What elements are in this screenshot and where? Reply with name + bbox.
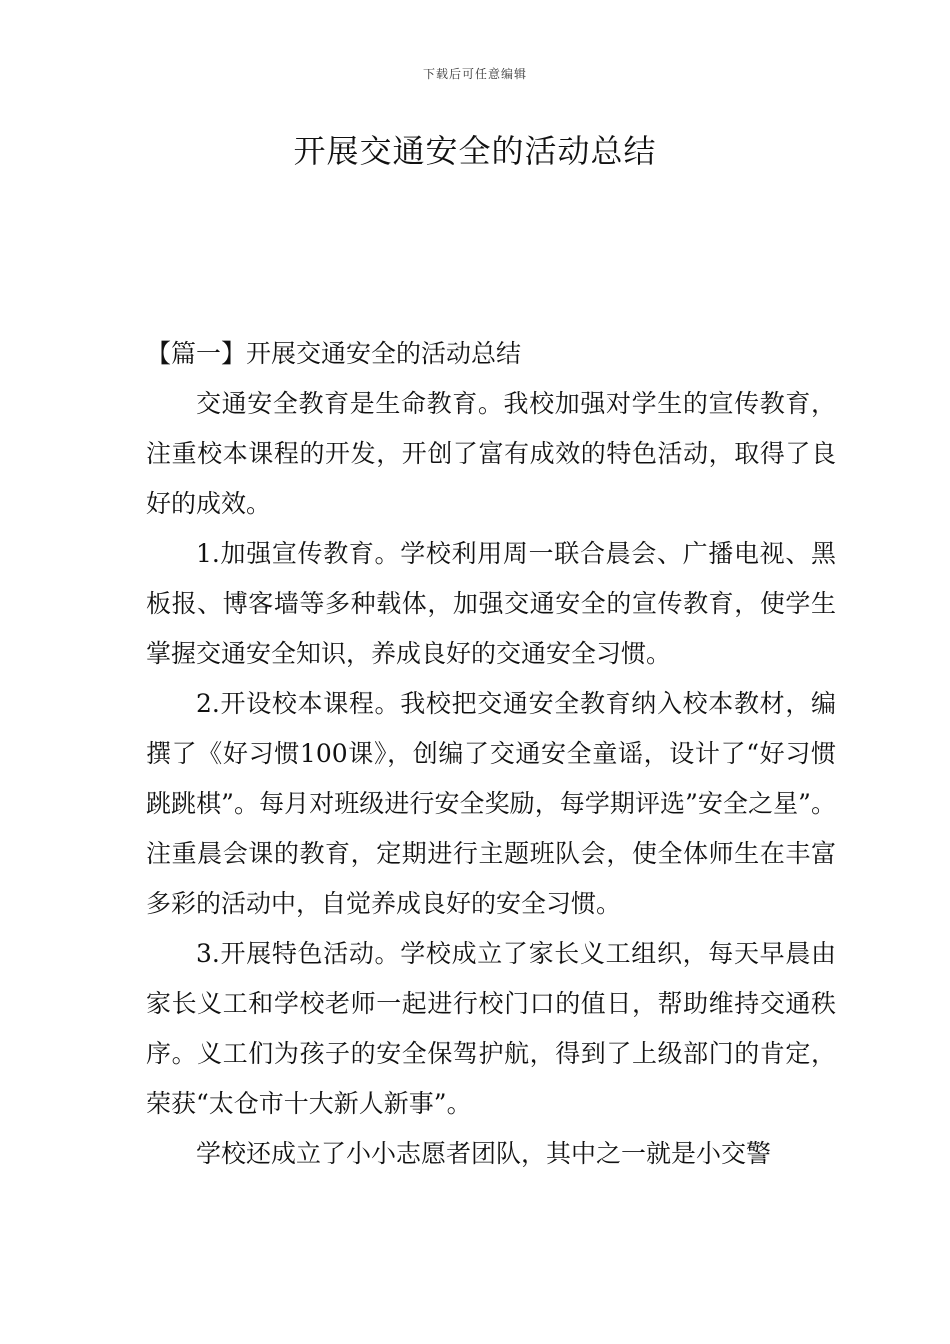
paragraph-item-2: 2.开设校本课程。我校把交通安全教育纳入校本教材，编撰了《好习惯100课》，创编了交通安全童谣，设计了“好习惯跳跳棋”。每月对班级进行安全奖励，每学期评选”安全之星”。注重晨会课的教育，定期进行主题班队会，使全体师生在丰富多彩的活动中，自觉养成良好的安全习惯。 bbox=[146, 689, 836, 918]
paragraph-volunteers: 学校还成立了小小志愿者团队，其中之一就是小交警 bbox=[196, 1139, 772, 1168]
header-note: 下载后可任意编辑 bbox=[422, 67, 527, 81]
paragraph-item-1: 1.加强宣传教育。学校利用周一联合晨会、广播电视、黑板报、博客墙等多种载体，加强交通安全的宣传教育，使学生掌握交通安全知识，养成良好的交通安全习惯。 bbox=[146, 539, 836, 668]
paragraph-intro: 交通安全教育是生命教育。我校加强对学生的宣传教育，注重校本课程的开发，开创了富有成效的特色活动，取得了良好的成效。 bbox=[146, 389, 836, 518]
document-title: 开展交通安全的活动总结 bbox=[293, 132, 657, 170]
document-body bbox=[146, 329, 836, 1179]
paragraph-item-3: 3.开展特色活动。学校成立了家长义工组织，每天早晨由家长义工和学校老师一起进行校门口的值日，帮助维持交通秩序。义工们为孩子的安全保驾护航，得到了上级部门的肯定，荣获“太仓市十大新人新事”。 bbox=[146, 939, 836, 1118]
section-heading: 【篇一】开展交通安全的活动总结 bbox=[146, 339, 522, 368]
